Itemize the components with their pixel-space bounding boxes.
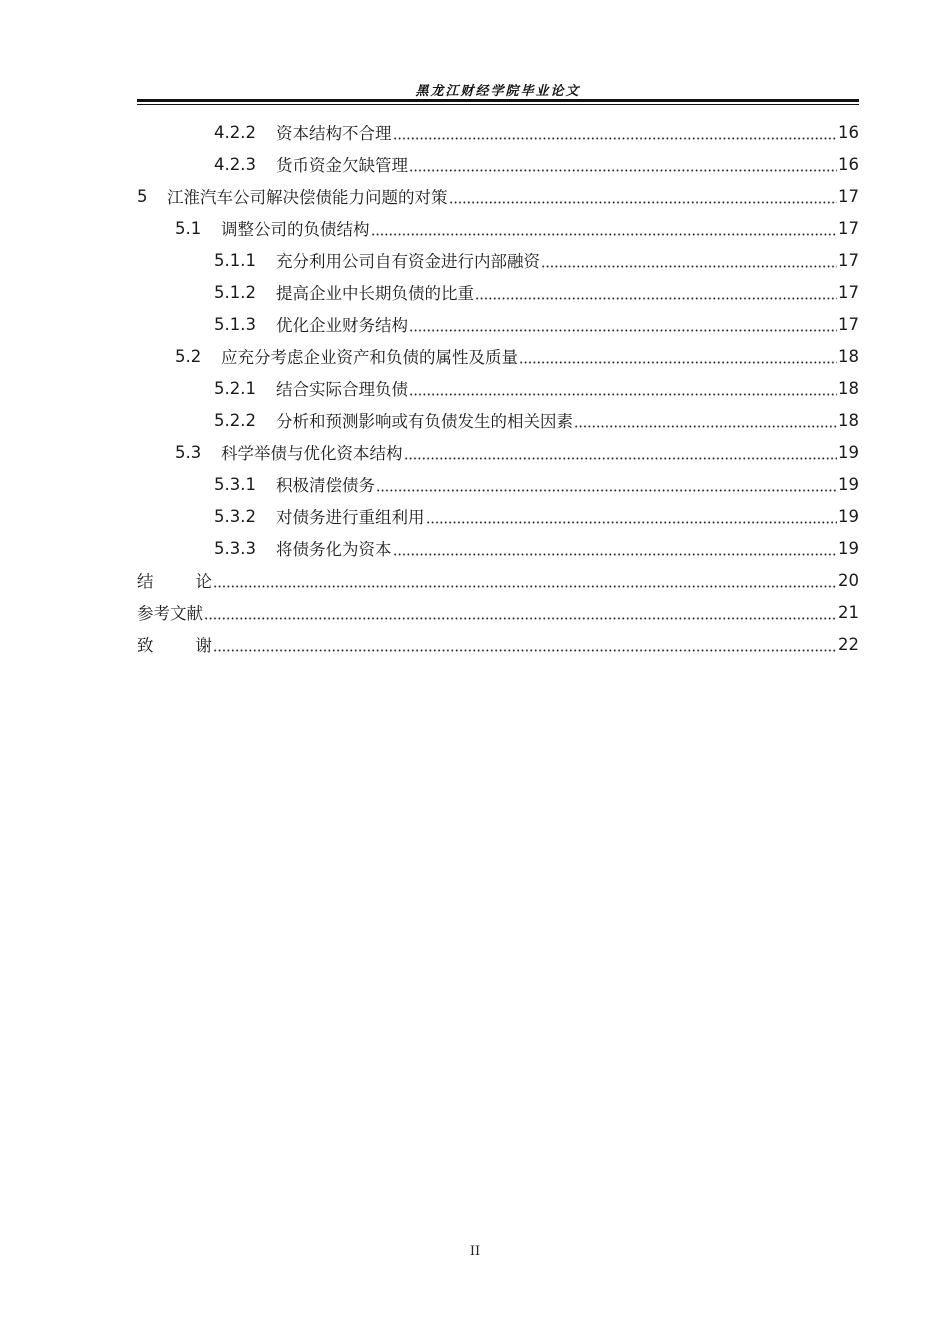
dot-leader [404, 444, 838, 461]
toc-entry-number: 5.2 [175, 346, 202, 366]
toc-entry-title: 充分利用公司自有资金进行内部融资 [276, 252, 540, 271]
toc-entry-page: 18 [838, 346, 859, 366]
dot-leader [409, 316, 837, 333]
page-number: II [469, 1244, 481, 1259]
toc-entry[interactable] [137, 276, 859, 308]
toc-title-char: 论 [195, 572, 212, 591]
toc-entry[interactable] [137, 404, 859, 436]
toc-entry-number: 5.1.3 [214, 314, 256, 334]
toc-entry-page: 20 [838, 570, 859, 590]
toc-entry-page: 19 [838, 442, 859, 462]
toc-entry-number: 4.2.2 [214, 122, 256, 142]
toc-entry-number: 5.1 [175, 218, 202, 238]
toc-entry-page: 17 [838, 218, 859, 238]
toc-entry-title: 积极清偿债务 [276, 476, 375, 495]
table-of-contents [137, 116, 859, 660]
toc-entry[interactable] [137, 372, 859, 404]
toc-entry[interactable] [137, 116, 859, 148]
dot-leader [393, 540, 838, 557]
toc-entry-title: 分析和预测影响或有负债发生的相关因素 [276, 412, 573, 431]
dot-leader [541, 252, 837, 269]
toc-entry-number: 4.2.3 [214, 154, 256, 174]
toc-entry-title: 将债务化为资本 [276, 540, 392, 559]
toc-entry-number: 5.2.2 [214, 410, 256, 430]
toc-entry-number: 5.3.1 [214, 474, 256, 494]
dot-leader [475, 284, 837, 301]
toc-entry[interactable] [137, 500, 859, 532]
toc-entry[interactable] [137, 148, 859, 180]
dot-leader [449, 188, 838, 205]
toc-entry-title: 货币资金欠缺管理 [276, 156, 408, 175]
toc-title-char: 致 [137, 636, 154, 655]
dot-leader [213, 636, 837, 653]
header-rule-thick [137, 99, 859, 102]
toc-entry-page: 19 [838, 506, 859, 526]
toc-entry-title: 应充分考虑企业资产和负债的属性及质量 [221, 348, 518, 367]
dot-leader [371, 220, 838, 237]
toc-entry-conclusion[interactable] [137, 564, 859, 596]
toc-entry[interactable] [137, 308, 859, 340]
toc-title-char: 谢 [195, 636, 212, 655]
toc-entry-title: 江淮汽车公司解决偿债能力问题的对策 [167, 188, 448, 207]
toc-entry-number: 5.3 [175, 442, 202, 462]
toc-entry[interactable] [137, 244, 859, 276]
toc-entry-page: 19 [838, 474, 859, 494]
toc-entry[interactable] [137, 212, 859, 244]
toc-entry-number: 5.1.1 [214, 250, 256, 270]
toc-entry-page: 17 [838, 186, 859, 206]
toc-entry[interactable] [137, 468, 859, 500]
toc-entry[interactable] [137, 180, 859, 212]
toc-entry-title [137, 632, 212, 656]
toc-entry-page: 18 [838, 378, 859, 398]
toc-entry-number: 5.2.1 [214, 378, 256, 398]
toc-entry-number: 5.3.2 [214, 506, 256, 526]
dot-leader [376, 476, 837, 493]
toc-entry-title: 参考文献 [137, 604, 203, 623]
dot-leader [213, 572, 837, 589]
toc-entry[interactable] [137, 340, 859, 372]
toc-entry-page: 16 [838, 122, 859, 142]
toc-entry-title: 资本结构不合理 [276, 124, 392, 143]
toc-entry-page: 21 [838, 602, 859, 622]
toc-entry-number: 5.3.3 [214, 538, 256, 558]
toc-entry-title: 结合实际合理负债 [276, 380, 408, 399]
toc-entry-page: 17 [838, 282, 859, 302]
toc-entry-title: 优化企业财务结构 [276, 316, 408, 335]
dot-leader [574, 412, 837, 429]
toc-entry-title: 调整公司的负债结构 [221, 220, 370, 239]
toc-entry-number: 5.1.2 [214, 282, 256, 302]
page-header [137, 78, 859, 108]
toc-entry-page: 19 [838, 538, 859, 558]
toc-title-char: 结 [137, 572, 154, 591]
toc-entry-page: 16 [838, 154, 859, 174]
toc-entry-title: 对债务进行重组利用 [276, 508, 425, 527]
header-title: 黑龙江财经学院毕业论文 [415, 84, 581, 99]
toc-entry-page: 18 [838, 410, 859, 430]
toc-entry-title: 科学举债与优化资本结构 [221, 444, 403, 463]
dot-leader [393, 124, 838, 141]
header-rule-thin [137, 104, 859, 105]
dot-leader [409, 156, 837, 173]
toc-entry-page: 17 [838, 314, 859, 334]
toc-entry-title [137, 568, 212, 592]
toc-entry-references[interactable] [137, 596, 859, 628]
dot-leader [204, 604, 837, 621]
toc-entry-acknowledgements[interactable] [137, 628, 859, 660]
toc-entry-title: 提高企业中长期负债的比重 [276, 284, 474, 303]
dot-leader [409, 380, 837, 397]
toc-entry-page: 17 [838, 250, 859, 270]
toc-entry-page: 22 [838, 634, 859, 654]
toc-entry-number: 5 [137, 186, 148, 206]
dot-leader [519, 348, 837, 365]
dot-leader [426, 508, 838, 525]
toc-entry[interactable] [137, 436, 859, 468]
toc-entry[interactable] [137, 532, 859, 564]
